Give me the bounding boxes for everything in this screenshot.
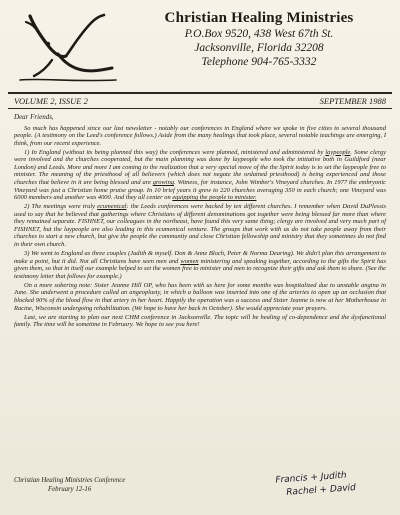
intro-paragraph: So much has happened since our last newsletter - notably our conferences in England where we spoke in five cities to several thousand people. (A testimony on the Leed's conference follows.) Aside from the many healings that took place, several notable teachings are emerging, I think, from our recent experience. (14, 124, 386, 147)
p3-text-b: ministering and speaking together, according to the gifts the Spirit has given them, so that in itself our example helped to set the women free to minister and men to recognize their gifts and ask them to share. (See the testimony letter that follows for example.) (14, 257, 386, 280)
issue-bar (10, 95, 390, 107)
address-line-2: Jacksonville, Florida 32208 (194, 42, 324, 54)
p3-text-a: 3) We went to England as three couples (Judith & myself. Don & Anne Bloch, Peter & Norma Dearing). We didn't plan this arrangement to make a point, but it did. Not all Christians have seen men and (14, 250, 386, 265)
top-rule (8, 92, 392, 94)
handwritten-signature (271, 466, 383, 508)
p3-underline-1: women (180, 257, 199, 265)
volume-issue: VOLUME 2, ISSUE 2 (14, 96, 88, 106)
p1-text-a: 1) In England (without its being planned this way) the conferences were planned, ministered and administered by (24, 148, 326, 156)
issue-date: SEPTEMBER 1988 (319, 96, 386, 106)
signature-line-2: Rachel + David (285, 483, 357, 498)
paragraph-2 (14, 203, 386, 248)
paragraph-3 (14, 250, 386, 280)
paragraph-5: Last, we are starting to plan our next CHM conference in Jacksonville. The topic will be healing of co-dependence and the dysfunctional family. The time will be sometime in February. We hope to see you here! (14, 313, 386, 329)
bottom-rule (8, 108, 392, 109)
conference-dates: February 12-16 (48, 485, 92, 493)
p1-text-b: . Some clergy were involved and the churches cooperated, but the main planning was done by laypeople who took the initiative both in Guildford (near London) and Leeds. More and more I am coming to the realization that a very special move of the the Spirit today is to set the laypeople free to minister. The meaning of the priesthood of all believers (which does not negate the ordained priesthood) is being experienced and those churches that believe in it are being blessed and are (14, 148, 386, 186)
organization-name: Christian Healing Ministries (164, 10, 354, 26)
telephone: Telephone 904-765-3332 (201, 56, 317, 68)
address-line-1: P.O.Box 9520, 438 West 67th St. (184, 28, 334, 40)
conference-footer (14, 477, 194, 494)
salutation: Dear Friends, (14, 113, 54, 121)
p2-text-a: 2) The meetings were truly (24, 203, 98, 211)
conference-title: Christian Healing Ministries Conference (14, 477, 126, 484)
p1-underline-2: growing (152, 178, 175, 186)
p1-text-c: . Witness, for instance, John Wimber's Vineyard churches. In 1977 the embryonic Vineyard was just a Christian home praise group. In 10 brief years it grew to 220 churches averaging 350 in each church; one Vineyard was 6000 members and another was 4000. And they all center on (14, 178, 386, 202)
dove-cross-logo-icon (12, 8, 122, 90)
signature-line-1: Francis + Judith (275, 470, 347, 486)
paragraph-1 (14, 149, 386, 202)
letter-body (14, 114, 386, 330)
paragraph-4: On a more sobering note: Sister Jeanne Hill OP, who has been with us here for some months was hospitalized due to unstable angina in June. She underwent a procedure called an angeoplasty, in which a balloon was inserted into one of the arteries to open up an occlusion that blocked 90% of the blood flow in that artery in her heart. Happily the operation was a success and Sister Jeanne is now at her Motherhouse in Racine, Wisconsin undergoing rehabilitation. (We hope to have her back in October). She would appreciate your prayers. (14, 281, 386, 312)
p2-underline-1: ecumenical (97, 203, 127, 211)
p1-underline-1: laypeople (325, 148, 351, 156)
p2-text-b: : the Leeds conferences were backed by ten different churches. I remember when David DuPlessis used to say that he believed that gatherings where Christians of different denominations got together were being blessed far more than where they remained separate. FISHNET, our colleagues in the northeast, have found this very same thing; clergy are involved and very much part of FISHNET, but the laypeople are also leading in this ecumenical venture. The groups that work with us do not take people away from their churches to start a new church, but give the people the community and close Christian fellowship and ministry that they sometimes do not find in their own church. (14, 203, 386, 248)
p1-underline-3: equipping the people to minister. (172, 194, 257, 202)
masthead (128, 9, 390, 69)
